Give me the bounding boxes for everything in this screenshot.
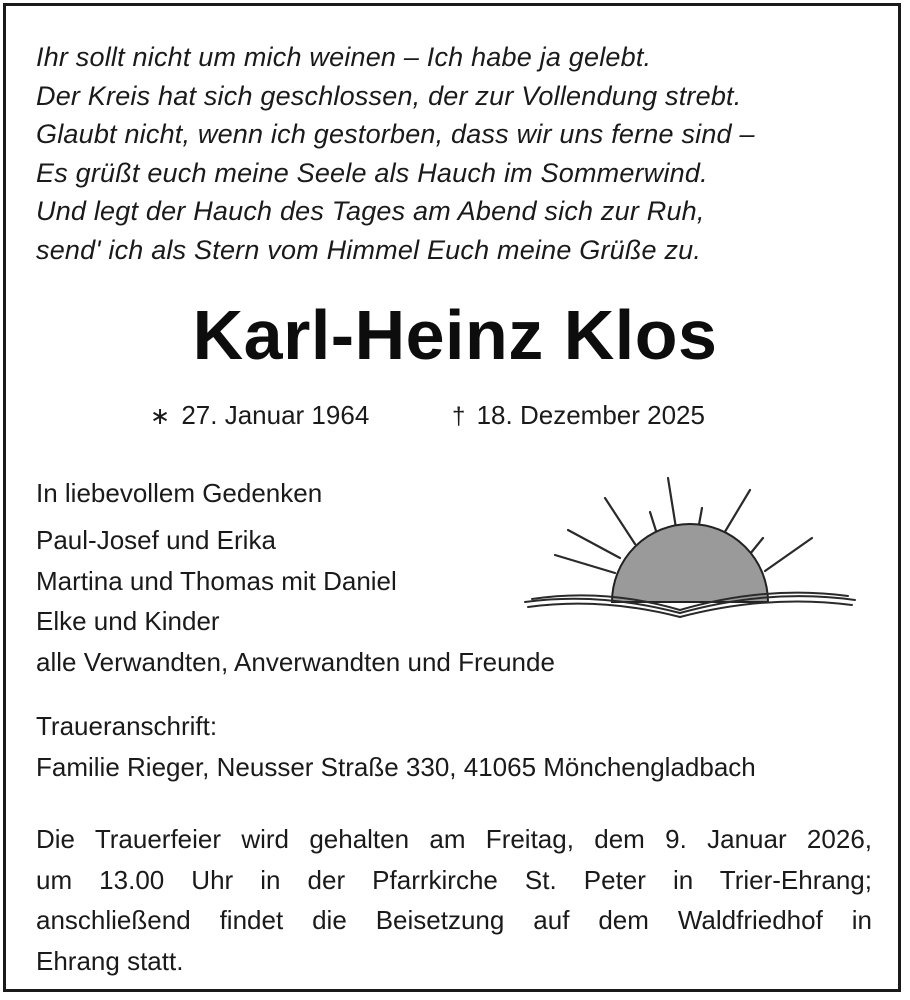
family-list [36,520,555,682]
poem-line: Ihr sollt nicht um mich weinen – Ich habe ja gelebt. [36,42,652,72]
sun-over-book-icon [520,470,860,620]
poem-line: send' ich als Stern vom Himmel Euch meine Grüße zu. [36,234,702,265]
address-text: Familie Rieger, Neusser Straße 330, 41065 Mönchengladbach [36,751,756,782]
address-label: Traueranschrift: [36,711,218,741]
mourning-address [36,706,756,787]
service-info [36,819,872,981]
poem-line: Glaubt nicht, wenn ich gestorben, dass wir uns ferne sind – [36,119,755,149]
death-date-text: 18. Dezember 2025 [476,400,705,430]
service-line: anschließend findet die Beisetzung auf dem Waldfriedhof in [36,905,872,935]
service-line: Ehrang statt. [36,945,184,976]
service-line: Die Trauerfeier wird gehalten am Freitag, dem 9. Januar 2026, [36,824,872,854]
poem-line: Es grüßt euch meine Seele als Hauch im Sommerwind. [36,157,708,188]
death-date [452,400,705,431]
service-line: um 13.00 Uhr in der Pfarrkirche St. Peter in Trier-Ehrang; [36,864,872,895]
family-line: alle Verwandten, Anverwandten und Freunde [36,646,555,677]
gedenken-heading: In liebevollem Gedenken [36,478,323,508]
deceased-name: Karl-Heinz Klos [192,296,718,374]
family-line: Paul-Josef und Erika [36,525,276,555]
poem [36,38,856,269]
birth-date-text: 27. Januar 1964 [181,400,370,430]
birth-symbol: ∗ [150,403,171,430]
poem-line: Und legt der Hauch des Tages am Abend sich zur Ruh, [36,196,705,226]
poem-line: Der Kreis hat sich geschlossen, der zur Vollendung strebt. [36,80,742,111]
family-line: Martina und Thomas mit Daniel [36,565,397,596]
family-line: Elke und Kinder [36,606,220,636]
birth-date [150,400,369,431]
death-cross-symbol: † [452,403,466,430]
